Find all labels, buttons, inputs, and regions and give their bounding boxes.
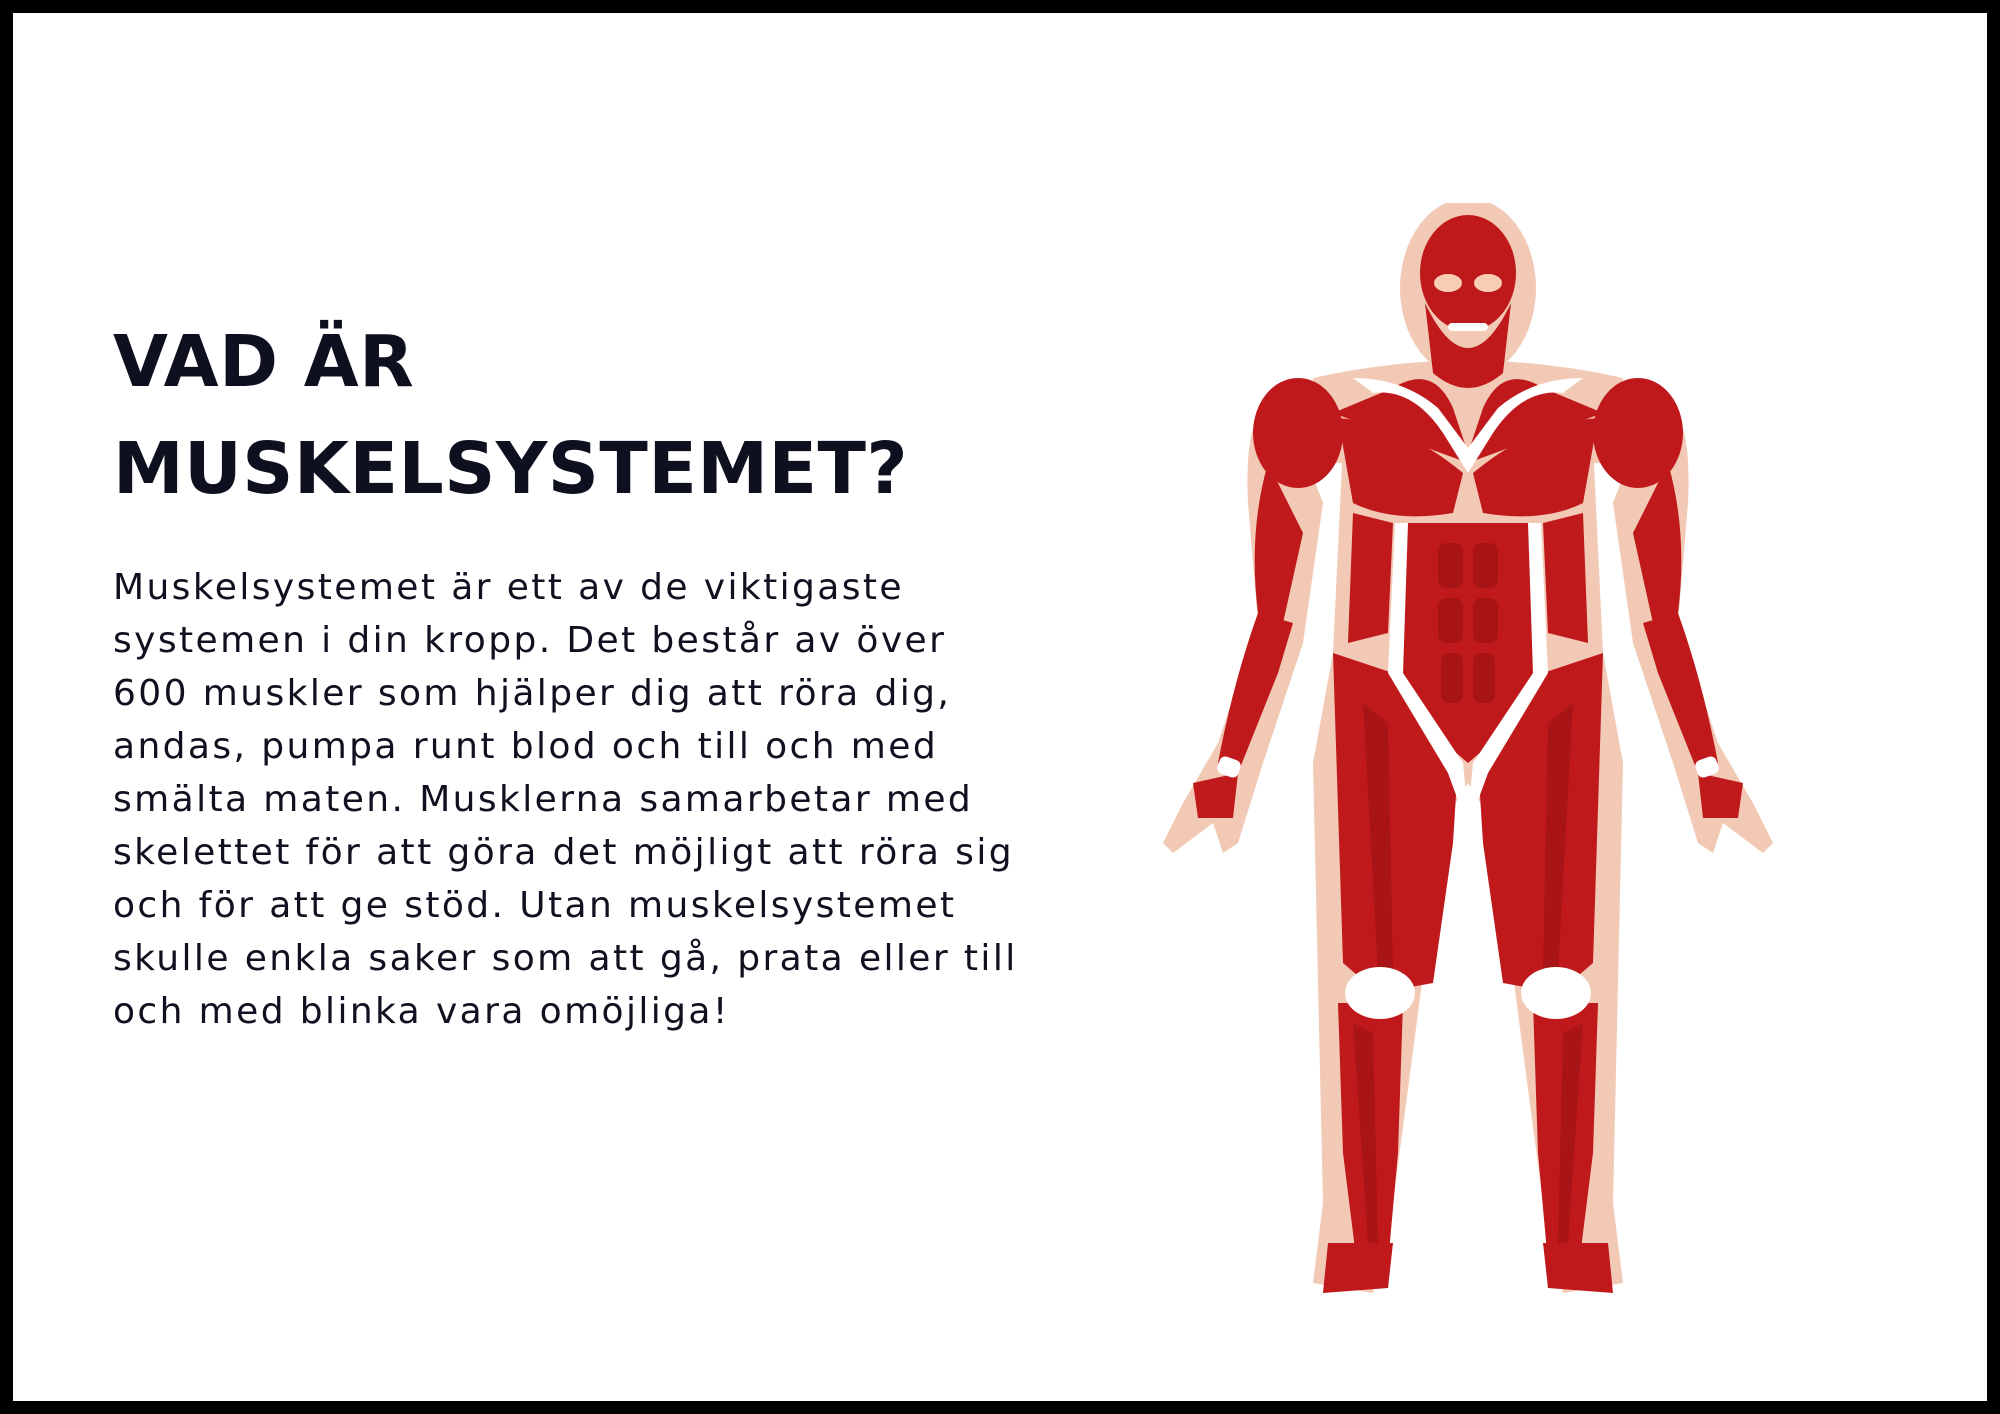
title-line-2: MUSKELSYSTEMET? — [113, 427, 909, 510]
muscular-system-illustration — [1163, 203, 1783, 1333]
page-title — [113, 308, 933, 522]
human-muscle-body-icon — [1163, 203, 1783, 1333]
body-paragraph: Muskelsystemet är ett av de viktigaste systemen i din kropp. Det består av över 600 muskler som hjälper dig att röra dig, andas, pumpa runt blod och till och med smälta maten. Musklerna samarbetar med skelettet för att göra det möjligt att röra sig och för att ge stöd. Utan muskelsystemet skulle enkla saker som att gå, prata eller till och med blinka vara omöjliga! — [113, 567, 1018, 1032]
muscle-layer — [1193, 215, 1743, 1293]
title-line-1: VAD ÄR — [113, 320, 415, 403]
